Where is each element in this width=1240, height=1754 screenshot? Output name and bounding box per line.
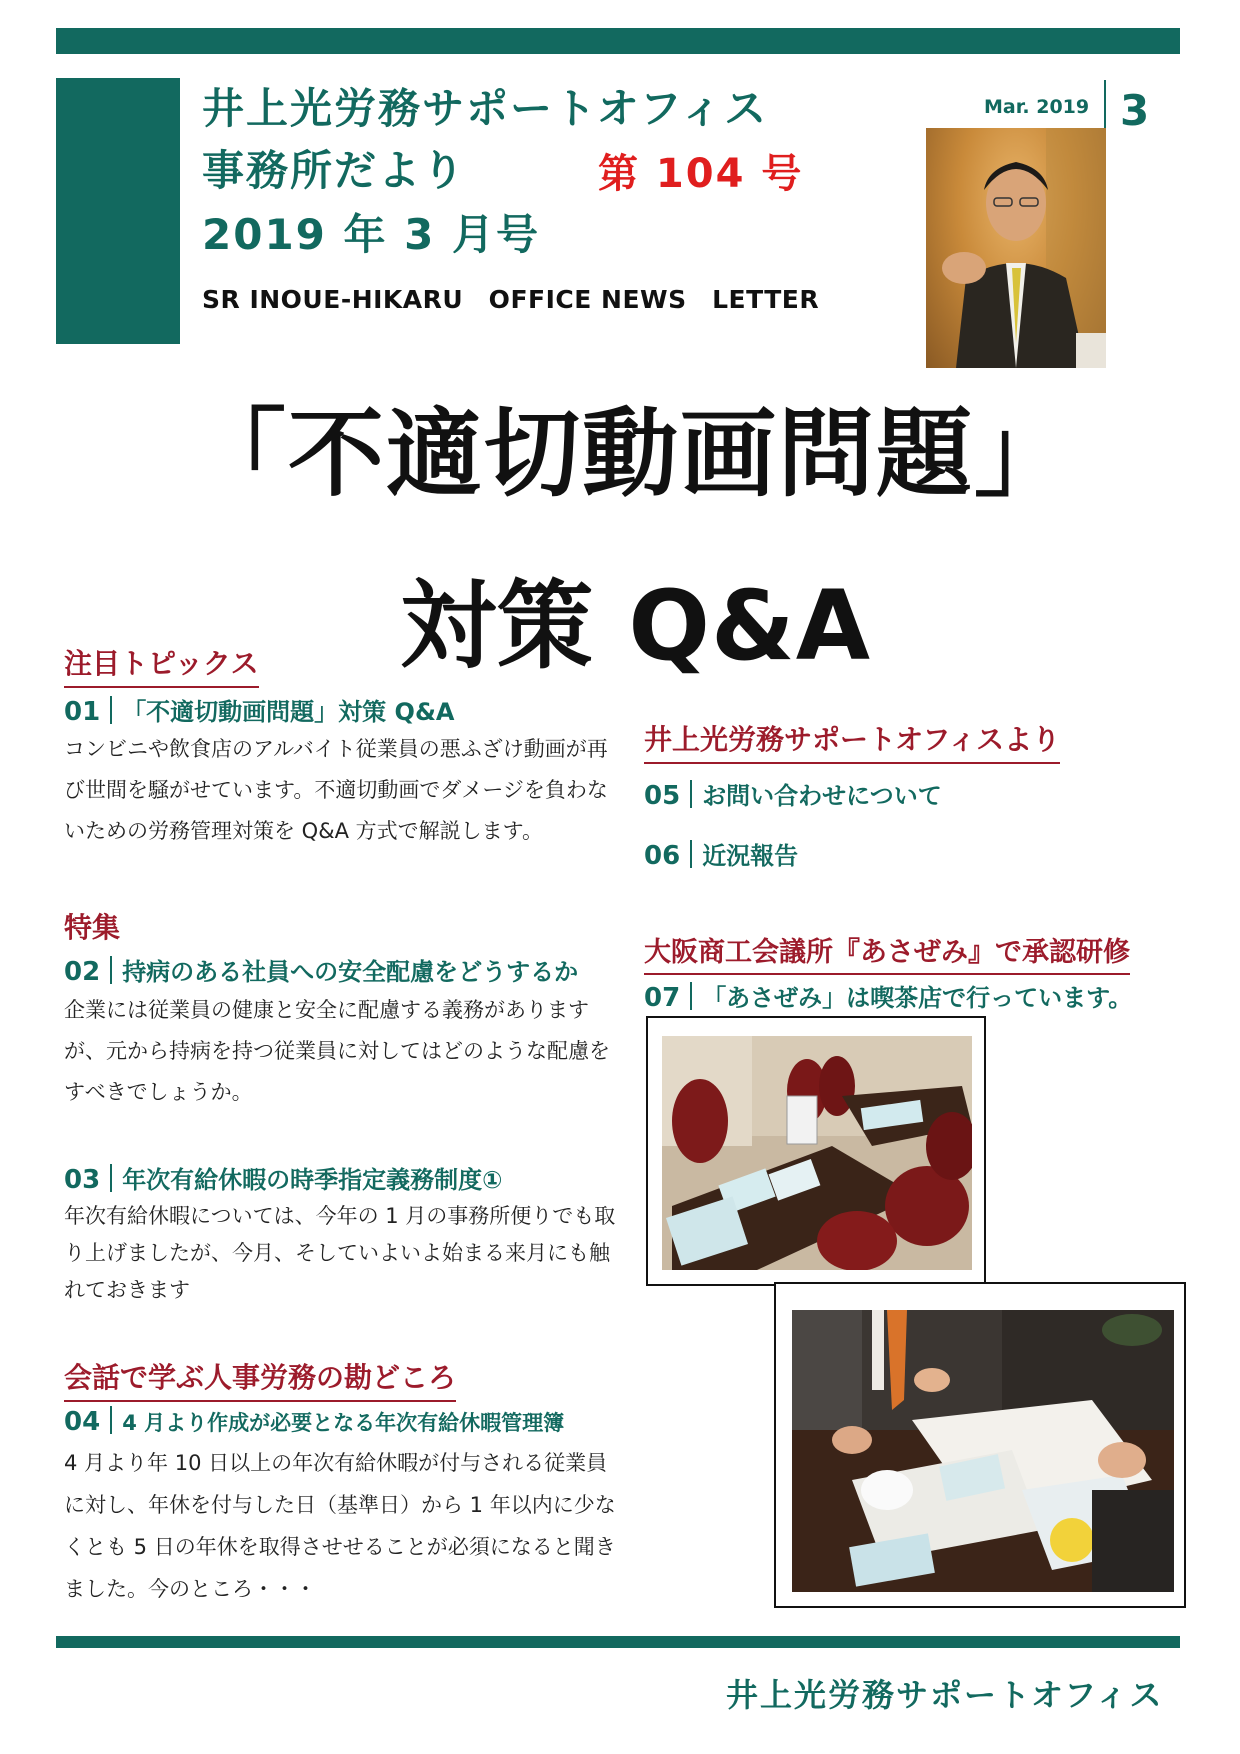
item-05-number: 05 [644,781,681,811]
item-06-label: 近況報告 [702,842,799,870]
cafe-illustration [662,1036,972,1270]
item-04-title[interactable] [64,1406,564,1437]
item-02-label: 持病のある社員への安全配慮をどうするか [122,958,579,986]
section-special-title: 特集 [64,911,121,944]
item-01-number: 01 [64,697,101,727]
item-07-number: 07 [644,983,681,1013]
page-number: 3 [1120,86,1150,135]
item-05-title[interactable] [644,776,942,811]
item-06-number: 06 [644,841,681,871]
meeting-photo-frame [774,1282,1186,1608]
item-03-number: 03 [64,1165,101,1195]
item-04-number: 04 [64,1407,101,1437]
section-office [644,718,1060,764]
item-07-label: 「あさぜみ」は喫茶店で行っています。 [702,984,1133,1012]
item-04-separator [110,1406,112,1434]
item-03-separator [110,1164,112,1192]
newsletter-name: 事務所だより [202,146,467,195]
section-office-title: 井上光労務サポートオフィスより [644,718,1060,764]
item-03-label: 年次有給休暇の時季指定義務制度① [122,1166,503,1194]
issue-number: 第 104 号 [598,151,804,197]
section-topics [64,642,259,688]
item-06-title[interactable] [644,836,798,871]
date-label: Mar. 2019 [984,96,1090,118]
meeting-photo [792,1310,1174,1592]
item-04-label: 4 月より作成が必要となる年次有給休暇管理簿 [122,1411,565,1435]
section-osaka [644,930,1130,975]
section-osaka-title: 大阪商工会議所『あさぜみ』で承認研修 [644,930,1130,975]
item-04-body: 4 月より年 10 日以上の年次有給休暇が付与される従業員に対し、年休を付与した日（基準日）から 1 年以内に少なくとも 5 日の年休を取得させせることが必須になると聞きました。今のところ・・・ [64,1451,616,1601]
cafe-photo-frame [646,1016,986,1286]
footer-office-name: 井上光労務サポートオフィス [726,1676,1164,1714]
item-03-body: 年次有給休暇については、今年の 1 月の事務所便りでも取り上げましたが、今月、そしていよいよ始まる来月にも触れておきます [64,1204,616,1302]
portrait-photo [926,128,1106,368]
item-01-label: 「不適切動画問題」対策 Q&A [122,698,455,726]
section-special [64,906,120,950]
headline-line1: 「不適切動画問題」 [190,398,1072,510]
header-accent-block [56,78,180,344]
top-rule [56,28,1180,54]
issue-month: 2019 年 3 月号 [202,210,540,259]
portrait-illustration [926,128,1106,368]
item-06-separator [690,840,692,868]
page-divider [1104,80,1106,134]
item-02-body: 企業には従業員の健康と安全に配慮する義務がありますが、元から持病を持つ従業員に対してはどのような配慮をすべきでしょうか。 [64,998,610,1104]
item-02-title[interactable] [64,952,578,987]
item-01-title[interactable] [64,692,454,727]
item-07-title[interactable] [644,978,1132,1013]
item-05-separator [690,780,692,808]
item-02-number: 02 [64,957,101,987]
item-01-separator [110,696,112,724]
item-05-label: お問い合わせについて [702,782,942,810]
item-02-separator [110,956,112,984]
bottom-rule [56,1636,1180,1648]
item-03-title[interactable] [64,1160,503,1195]
headline-line2: 対策 Q&A [400,570,872,682]
meeting-illustration [792,1310,1174,1592]
english-title: SR INOUE-HIKARU OFFICE NEWS LETTER [202,285,820,314]
item-01-body: コンビニや飲食店のアルバイト従業員の悪ふざけ動画が再び世間を騒がせています。不適切動画でダメージを負わないための労務管理対策を Q&A 方式で解説します。 [64,737,608,843]
section-conversation-title: 会話で学ぶ人事労務の勘どころ [64,1356,456,1402]
cafe-photo [662,1036,972,1270]
section-conversation [64,1356,456,1402]
office-name: 井上光労務サポートオフィス [202,84,769,133]
item-07-separator [690,982,692,1010]
section-topics-title: 注目トピックス [64,642,259,688]
